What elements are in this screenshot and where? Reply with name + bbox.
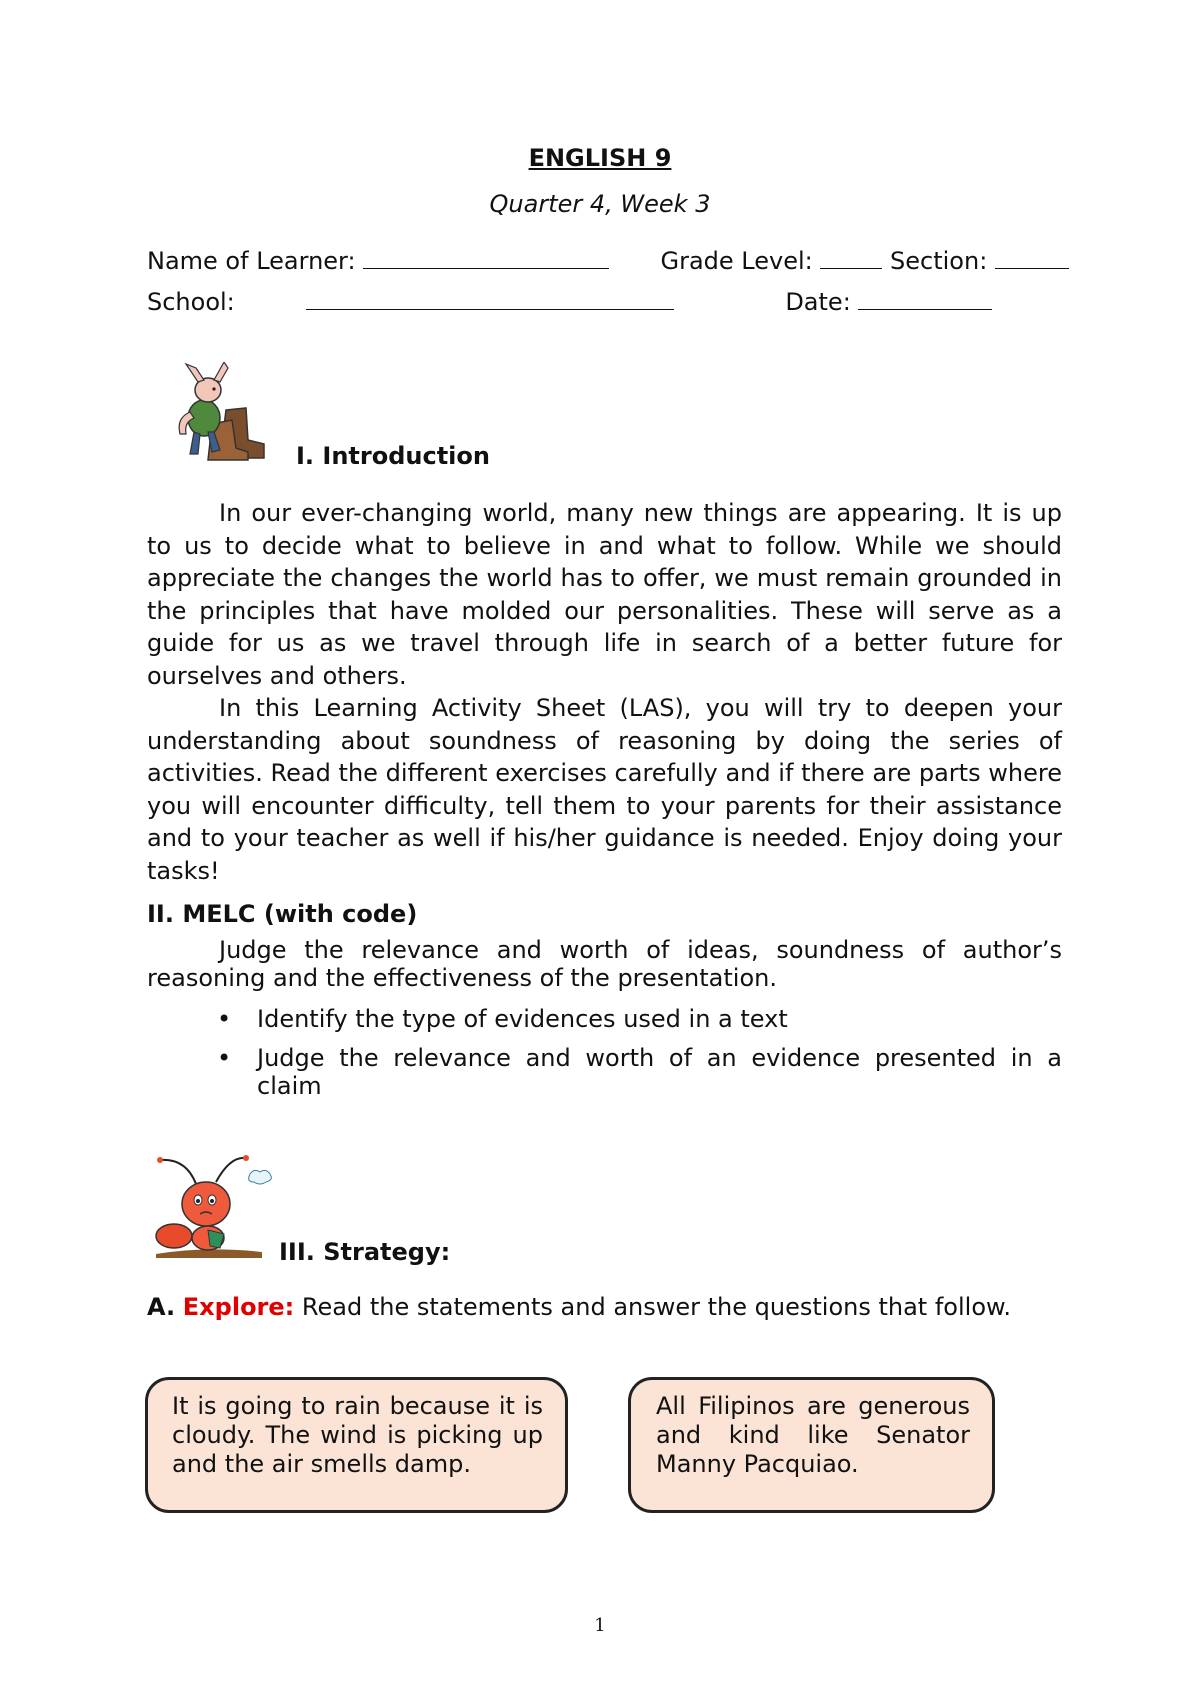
section-label: Section:: [890, 247, 988, 275]
page-number: 1: [594, 1615, 606, 1636]
grade-level-label: Grade Level:: [660, 247, 813, 275]
strategy-heading: III. Strategy:: [279, 1238, 451, 1266]
explore-label: Explore:: [182, 1293, 295, 1321]
list-item: • Identify the type of evidences used in a text: [217, 1005, 788, 1033]
introduction-heading: I. Introduction: [296, 442, 490, 470]
name-label: Name of Learner:: [147, 247, 356, 275]
ant-illustration: [146, 1148, 278, 1260]
statement-box-2: [628, 1377, 995, 1513]
introduction-paragraph-1: In our ever-changing world, many new things are appearing. It is up to us to decide what to believe in and what to follow. While we should appreciate the changes the world has to offer, we must remain grounded in the principles that have molded our personalities. These will serve as a guide for us as we travel through life in search of a better future for ourselves and others.: [147, 499, 1062, 690]
explore-instruction: [147, 1293, 1011, 1321]
statement-box-1: [145, 1377, 568, 1513]
date-label: Date:: [785, 288, 851, 316]
name-blank[interactable]: [363, 246, 609, 269]
melc-heading: II. MELC (with code): [147, 900, 418, 928]
rabbit-cobbler-illustration: [168, 362, 268, 464]
list-item: • Judge the relevance and worth of an evidence presented in a claim: [217, 1044, 1062, 1100]
school-blank[interactable]: [306, 287, 674, 310]
document-title: ENGLISH 9: [528, 144, 672, 172]
explore-letter: A.: [147, 1293, 176, 1321]
document-subtitle: Quarter 4, Week 3: [489, 190, 711, 218]
learner-info-row: [147, 246, 1069, 275]
date-blank[interactable]: [858, 287, 992, 310]
melc-bullet-list: [147, 1005, 1062, 1111]
statement-1-text: It is going to rain because it is cloudy. The wind is picking up and the air smells damp.: [172, 1392, 543, 1478]
school-info-row: [147, 287, 992, 316]
school-label: School:: [147, 288, 235, 316]
explore-text: Read the statements and answer the questions that follow.: [301, 1293, 1012, 1321]
statement-2-text: All Filipinos are generous and kind like Senator Manny Pacquiao.: [656, 1392, 970, 1478]
melc-paragraph: Judge the relevance and worth of ideas, soundness of author’s reasoning and the effectiveness of the presentation.: [147, 936, 1062, 992]
grade-level-blank[interactable]: [820, 246, 882, 269]
section-blank[interactable]: [995, 246, 1069, 269]
introduction-paragraph-2: In this Learning Activity Sheet (LAS), you will try to deepen your understanding about soundness of reasoning by doing the series of activities. Read the different exercises carefully and if there are parts where you will encounter difficulty, tell them to your parents for their assistance and to your teacher as well if his/her guidance is needed. Enjoy doing your tasks!: [147, 694, 1062, 885]
